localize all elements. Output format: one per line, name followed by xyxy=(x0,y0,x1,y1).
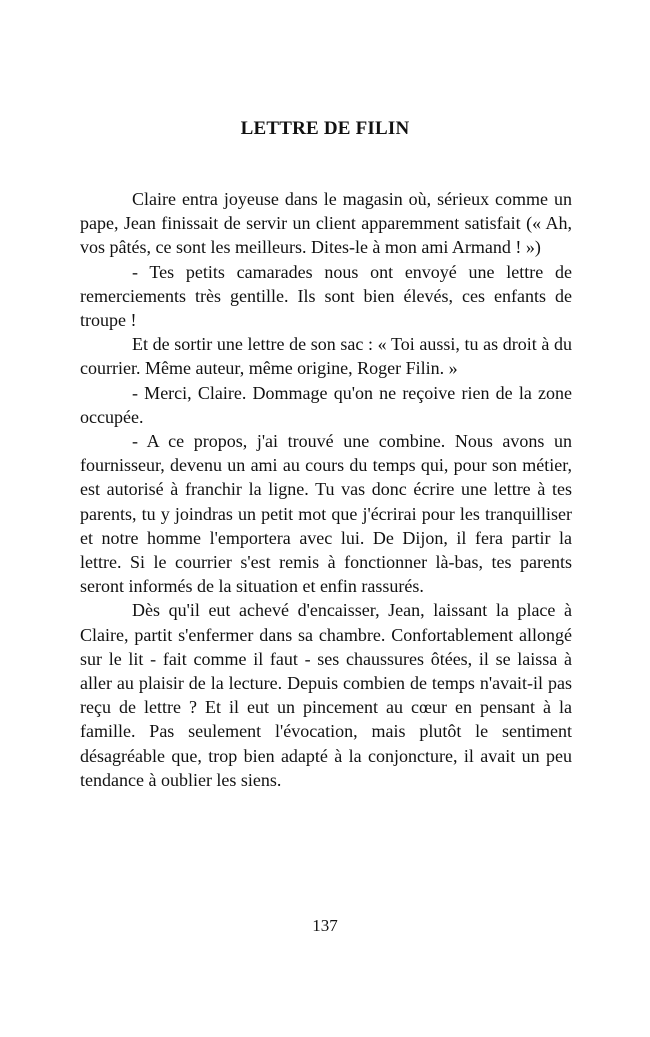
paragraph: Claire entra joyeuse dans le magasin où, sérieux comme un pape, Jean finissait de servir un client apparemment satisfait (« Ah, vos pâtés, ce sont les meilleurs. Dites-le à mon ami Armand ! ») xyxy=(80,189,572,258)
paragraph: - Merci, Claire. Dommage qu'on ne reçoive rien de la zone occupée. xyxy=(80,382,572,427)
paragraph: Dès qu'il eut achevé d'encaisser, Jean, laissant la place à Claire, partit s'enfermer dans sa chambre. Confortablement allongé sur le lit - fait comme il faut - ses chaussures ôtées, il se laissa à aller au plaisir de la lecture. Depuis combien de temps n'avait-il pas reçu de lettre ? Et il eut un pincement au cœur en pensant à la famille. Pas seulement l'évocation, mais plutôt le sentiment désagréable que, trop bien adapté à la conjoncture, il avait un peu tendance à oublier les siens. xyxy=(80,600,572,790)
paragraph: - Tes petits camarades nous ont envoyé une lettre de remerciements très gentille. Ils sont bien élevés, ces enfants de troupe ! xyxy=(80,261,572,331)
paragraph: Et de sortir une lettre de son sac : « Toi aussi, tu as droit à du courrier. Même auteur, même origine, Roger Filin. » xyxy=(80,334,572,379)
page-number: 137 xyxy=(312,916,338,935)
chapter-title: LETTRE DE FILIN xyxy=(240,118,410,139)
paragraph: - A ce propos, j'ai trouvé une combine. Nous avons un fournisseur, devenu un ami au cours du temps qui, pour son métier, est autorisé à franchir la ligne. Tu vas donc écrire une lettre à tes parents, tu y joindras un petit mot que j'écrirai pour les tranquilliser et notre homme l'emportera avec lui. De Dijon, il fera partir la lettre. Si le courrier s'est remis à fonctionner là-bas, tes parents seront informés de la situation et enfin rassurés. xyxy=(80,431,572,597)
chapter-body xyxy=(80,187,572,792)
